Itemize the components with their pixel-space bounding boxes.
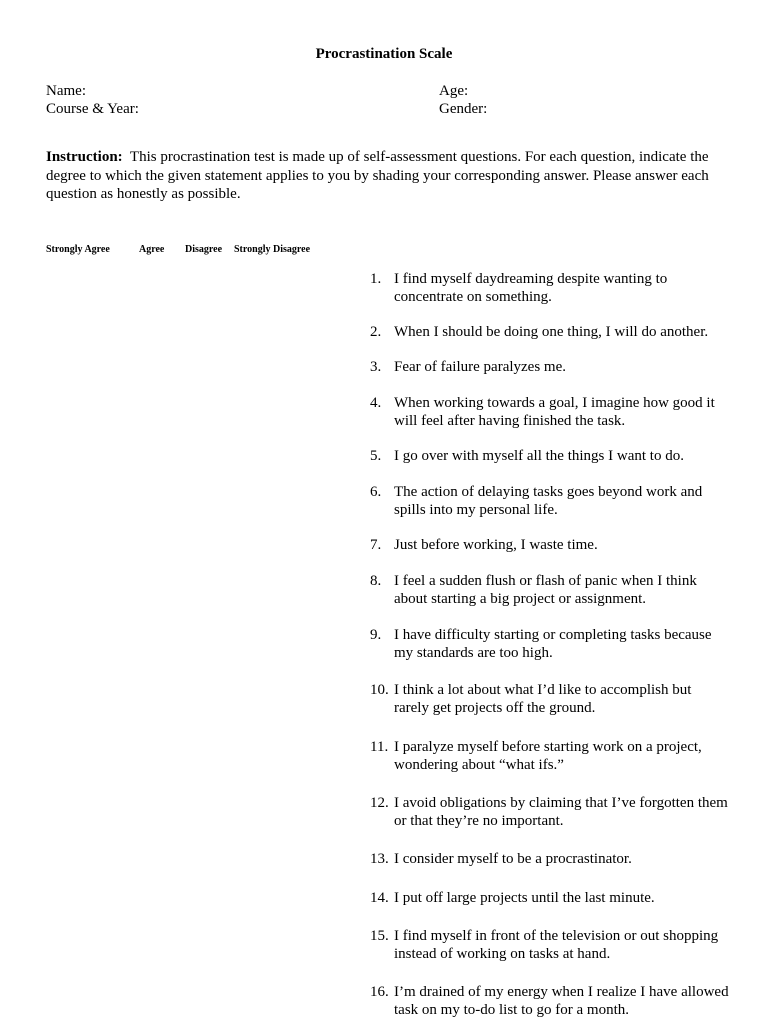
question-number: 3. bbox=[370, 359, 382, 375]
question-number: 4. bbox=[370, 395, 382, 411]
question-item bbox=[370, 681, 730, 717]
question-item bbox=[370, 270, 730, 306]
question-item bbox=[370, 626, 730, 662]
question-number: 16. bbox=[370, 984, 389, 1000]
question-number: 2. bbox=[370, 324, 382, 340]
question-number: 15. bbox=[370, 928, 389, 944]
question-text: I paralyze myself before starting work on a project, wondering about “what ifs.” bbox=[394, 739, 702, 773]
question-item bbox=[370, 983, 730, 1019]
question-item bbox=[370, 323, 730, 341]
question-number: 1. bbox=[370, 271, 382, 287]
question-item bbox=[370, 536, 730, 554]
question-item bbox=[370, 794, 730, 830]
name-field-label: Name: bbox=[46, 83, 86, 99]
question-item bbox=[370, 927, 730, 963]
question-text: I find myself daydreaming despite wanting to concentrate on something. bbox=[394, 271, 668, 305]
question-number: 10. bbox=[370, 682, 389, 698]
question-number: 9. bbox=[370, 627, 382, 643]
question-number: 13. bbox=[370, 851, 389, 867]
question-number: 14. bbox=[370, 890, 389, 906]
page-title: Procrastination Scale bbox=[315, 46, 453, 62]
question-text: I go over with myself all the things I want to do. bbox=[394, 448, 684, 464]
question-text: I have difficulty starting or completing tasks because my standards are too high. bbox=[394, 627, 712, 661]
question-text: Fear of failure paralyzes me. bbox=[394, 359, 566, 375]
question-number: 12. bbox=[370, 795, 389, 811]
question-number: 8. bbox=[370, 573, 382, 589]
gender-field-label: Gender: bbox=[439, 101, 488, 117]
scale-option-strongly-agree: Strongly Agree bbox=[46, 244, 110, 255]
question-text: When working towards a goal, I imagine how good it will feel after having finished the task. bbox=[394, 395, 715, 429]
question-number: 5. bbox=[370, 448, 382, 464]
question-text: I think a lot about what I’d like to accomplish but rarely get projects off the ground. bbox=[394, 682, 692, 716]
question-item bbox=[370, 572, 730, 608]
question-item bbox=[370, 889, 730, 907]
question-text: I find myself in front of the television or out shopping instead of working on tasks at hand. bbox=[394, 928, 719, 962]
course-year-field-label: Course & Year: bbox=[46, 101, 139, 117]
question-text: I put off large projects until the last minute. bbox=[394, 890, 655, 906]
question-number: 11. bbox=[370, 739, 389, 755]
question-text: Just before working, I waste time. bbox=[394, 537, 598, 553]
question-item bbox=[370, 394, 730, 430]
question-number: 7. bbox=[370, 537, 382, 553]
question-text: When I should be doing one thing, I will do another. bbox=[394, 324, 709, 340]
question-item bbox=[370, 850, 730, 868]
question-number: 6. bbox=[370, 484, 382, 500]
question-item bbox=[370, 738, 730, 774]
instruction-text: This procrastination test is made up of self-assessment questions. For each question, indicate the degree to which the given statement applies to you by shading your corresponding answer. Please answer each question as honestly as possible. bbox=[46, 149, 709, 202]
scale-option-agree: Agree bbox=[139, 244, 165, 255]
question-text: I consider myself to be a procrastinator. bbox=[394, 851, 632, 867]
age-field-label: Age: bbox=[439, 83, 469, 99]
question-text: I’m drained of my energy when I realize I have allowed task on my to-do list to go for a month. bbox=[394, 984, 729, 1018]
question-text: I feel a sudden flush or flash of panic when I think about starting a big project or assignment. bbox=[394, 573, 697, 607]
scale-option-strongly-disagree: Strongly Disagree bbox=[234, 244, 311, 255]
question-item bbox=[370, 358, 730, 376]
instruction-paragraph bbox=[46, 148, 721, 204]
question-item bbox=[370, 447, 730, 465]
question-item bbox=[370, 483, 730, 519]
question-text: I avoid obligations by claiming that I’ve forgotten them or that they’re no important. bbox=[394, 795, 728, 829]
instruction-label: Instruction: bbox=[46, 149, 123, 165]
question-text: The action of delaying tasks goes beyond work and spills into my personal life. bbox=[394, 484, 703, 518]
scale-option-disagree: Disagree bbox=[185, 244, 223, 255]
